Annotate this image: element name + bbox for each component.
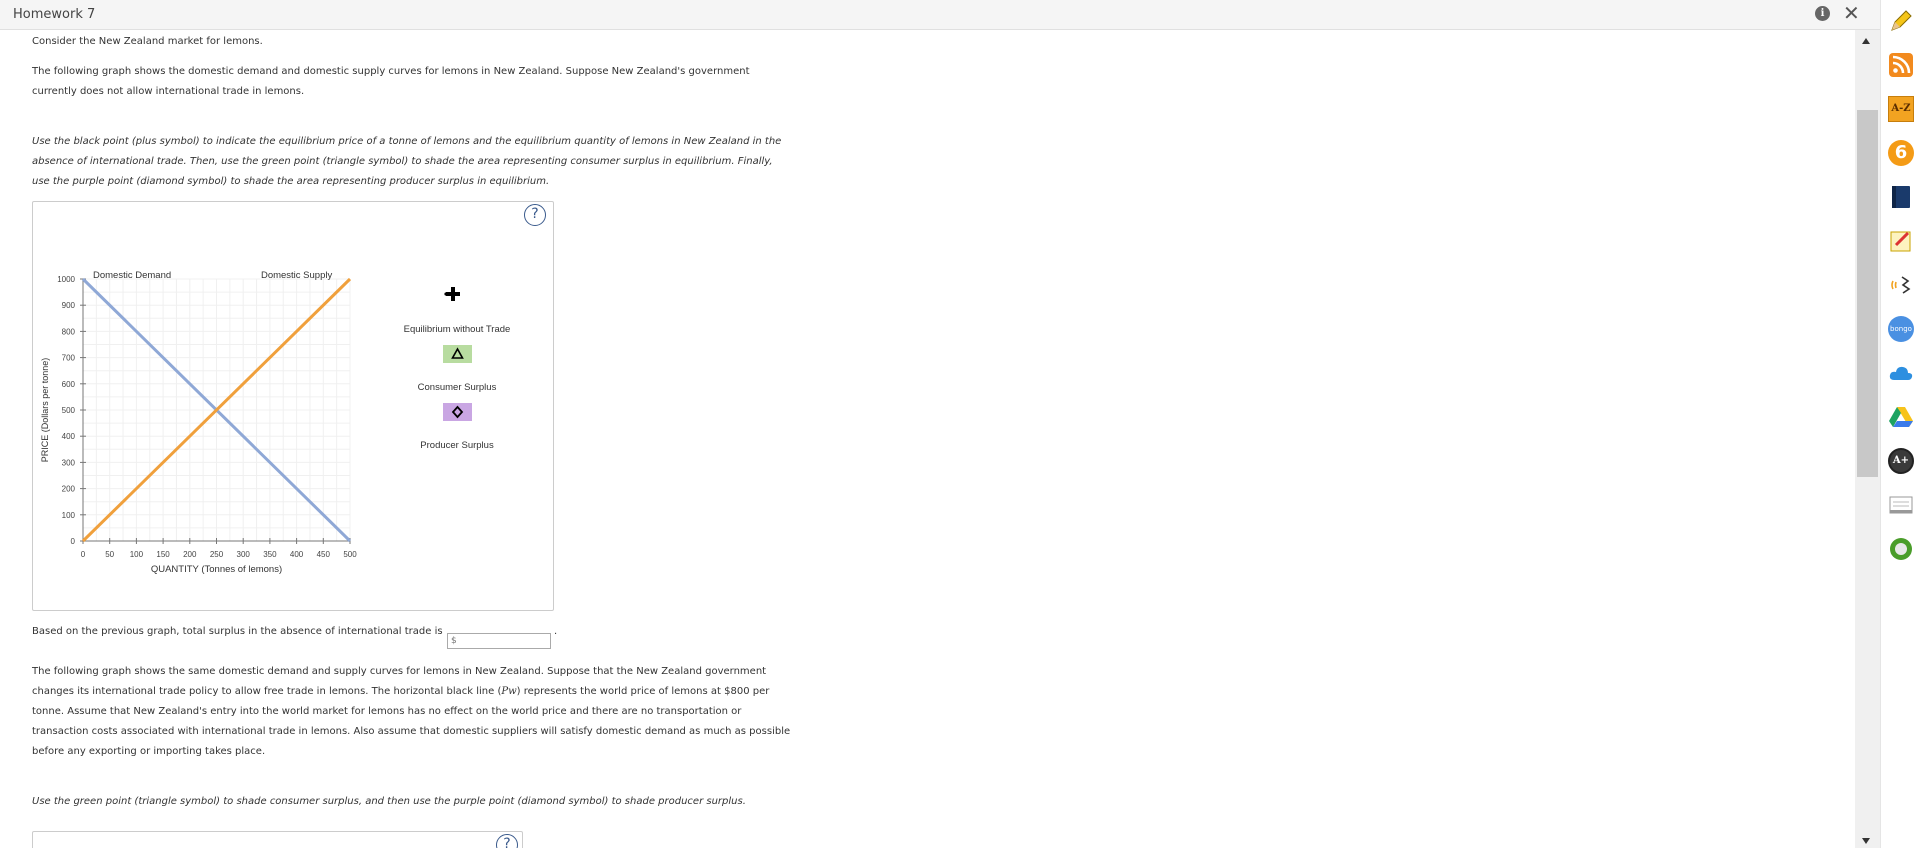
title-bar	[0, 0, 1880, 30]
pencil-icon[interactable]	[1888, 8, 1914, 34]
y-tick-label: 400	[61, 432, 75, 442]
producer-surplus-tool[interactable]	[443, 403, 472, 421]
question-period: .	[554, 626, 558, 637]
x-tick-label: 250	[209, 550, 224, 559]
x-tick-label: 300	[236, 550, 250, 559]
equilibrium-tool[interactable]	[444, 287, 460, 301]
total-surplus-question: Based on the previous graph, total surplus in the absence of international trade is	[32, 626, 443, 637]
supply-curve-label: Domestic Supply	[260, 270, 333, 281]
x-tick-label: 350	[263, 550, 277, 559]
total-surplus-input[interactable]	[447, 633, 551, 649]
notepad-icon[interactable]	[1888, 228, 1914, 254]
free-trade-description-line3: tonne. Assume that New Zealand's entry into the world market for lemons has no effect on the world price and there are no transportation or	[32, 706, 742, 717]
y-tick-label: 900	[61, 301, 75, 311]
rss-icon[interactable]	[1888, 52, 1914, 78]
instruction-line1: Use the black point (plus symbol) to indicate the equilibrium price of a tonne of lemons and the equilibrium quantity of lemons in New Zealand in the	[32, 136, 782, 147]
y-tick-label: 1000	[57, 275, 75, 284]
plus-icon	[446, 287, 460, 301]
instruction-line3: use the purple point (diamond symbol) to shade the area representing producer surplus in equilibrium.	[32, 176, 550, 187]
x-tick-label: 150	[156, 550, 170, 559]
consumer-surplus-tool-label: Consumer Surplus	[417, 382, 497, 393]
y-axis-label: PRICE (Dollars per tonne)	[40, 357, 50, 463]
graph-description-line1: The following graph shows the domestic demand and domestic supply curves for lemons in New Zealand. Suppose New Zealand's government	[32, 66, 750, 77]
window-title: Homework 7	[13, 7, 96, 22]
note-icon[interactable]	[1888, 492, 1914, 518]
info-icon[interactable]: i	[1815, 6, 1830, 21]
y-tick-label: 800	[61, 327, 75, 337]
vertical-scrollbar[interactable]	[1855, 30, 1880, 848]
bongo-icon[interactable]: bongo	[1888, 316, 1914, 342]
six-icon[interactable]: 6	[1888, 140, 1914, 166]
y-tick-label: 100	[61, 510, 75, 520]
x-tick-label: 0	[80, 550, 86, 559]
x-tick-label: 450	[316, 550, 330, 559]
scroll-down-icon[interactable]	[1862, 838, 1870, 844]
y-tick-label: 600	[61, 379, 75, 389]
circle-icon[interactable]	[1888, 536, 1914, 562]
y-tick-label: 700	[61, 353, 75, 363]
x-tick-label: 400	[289, 550, 304, 559]
scroll-up-icon[interactable]	[1862, 38, 1870, 44]
graph-description-line2: currently does not allow international trade in lemons.	[32, 86, 305, 97]
scrollbar-thumb[interactable]	[1857, 110, 1878, 477]
intro-text: Consider the New Zealand market for lemons.	[32, 36, 263, 47]
free-trade-description-line4: transaction costs associated with international trade in lemons. Also assume that domestic suppliers will satisfy domestic demand as much as possible	[32, 726, 791, 737]
help-icon-2[interactable]: ?	[496, 834, 518, 848]
producer-surplus-tool-label: Producer Surplus	[420, 440, 494, 451]
free-trade-description-line2: changes its international trade policy to allow free trade in lemons. The horizontal black line (Pw) represents the world price of lemons at $800 per	[32, 686, 770, 697]
a-plus-icon[interactable]: A+	[1888, 448, 1914, 474]
graph-panel-1	[32, 201, 554, 611]
help-icon[interactable]: ?	[524, 204, 546, 226]
book-icon[interactable]	[1888, 184, 1914, 210]
instruction-line2: absence of international trade. Then, use the green point (triangle symbol) to shade the area representing consumer surplus in equilibrium. Finally,	[32, 156, 773, 167]
a-z-icon[interactable]: A-Z	[1888, 96, 1914, 122]
consumer-surplus-tool[interactable]	[443, 345, 472, 363]
close-icon[interactable]: ✕	[1843, 1, 1860, 25]
x-tick-label: 100	[129, 550, 144, 559]
free-trade-description-line1: The following graph shows the same domestic demand and supply curves for lemons in New Zealand. Suppose that the New Zealand government	[32, 666, 767, 677]
graph-panel-2	[32, 831, 523, 848]
x-tick-label: 200	[183, 550, 197, 559]
demand-curve-label: Domestic Demand	[93, 270, 172, 281]
equilibrium-tool-label: Equilibrium without Trade	[403, 324, 511, 335]
free-trade-description-line5: before any exporting or importing takes place.	[32, 746, 266, 757]
x-axis-label: QUANTITY (Tonnes of lemons)	[150, 564, 283, 575]
y-tick-label: 200	[61, 484, 75, 494]
y-tick-label: 500	[61, 406, 75, 415]
x-tick-label: 500	[343, 550, 357, 559]
speech-icon[interactable]	[1888, 272, 1914, 298]
y-tick-label: 300	[61, 458, 75, 468]
assignment-content	[0, 30, 1855, 848]
app-toolbar	[1880, 0, 1920, 848]
y-tick-label: 0	[70, 537, 75, 546]
x-tick-label: 50	[105, 550, 115, 559]
supply-demand-chart[interactable]	[33, 202, 553, 610]
instruction-second-graph: Use the green point (triangle symbol) to shade consumer surplus, and then use the purple point (diamond symbol) to shade producer surplus.	[32, 796, 746, 807]
drive-icon[interactable]	[1888, 404, 1914, 430]
cloud-icon[interactable]	[1888, 360, 1914, 386]
